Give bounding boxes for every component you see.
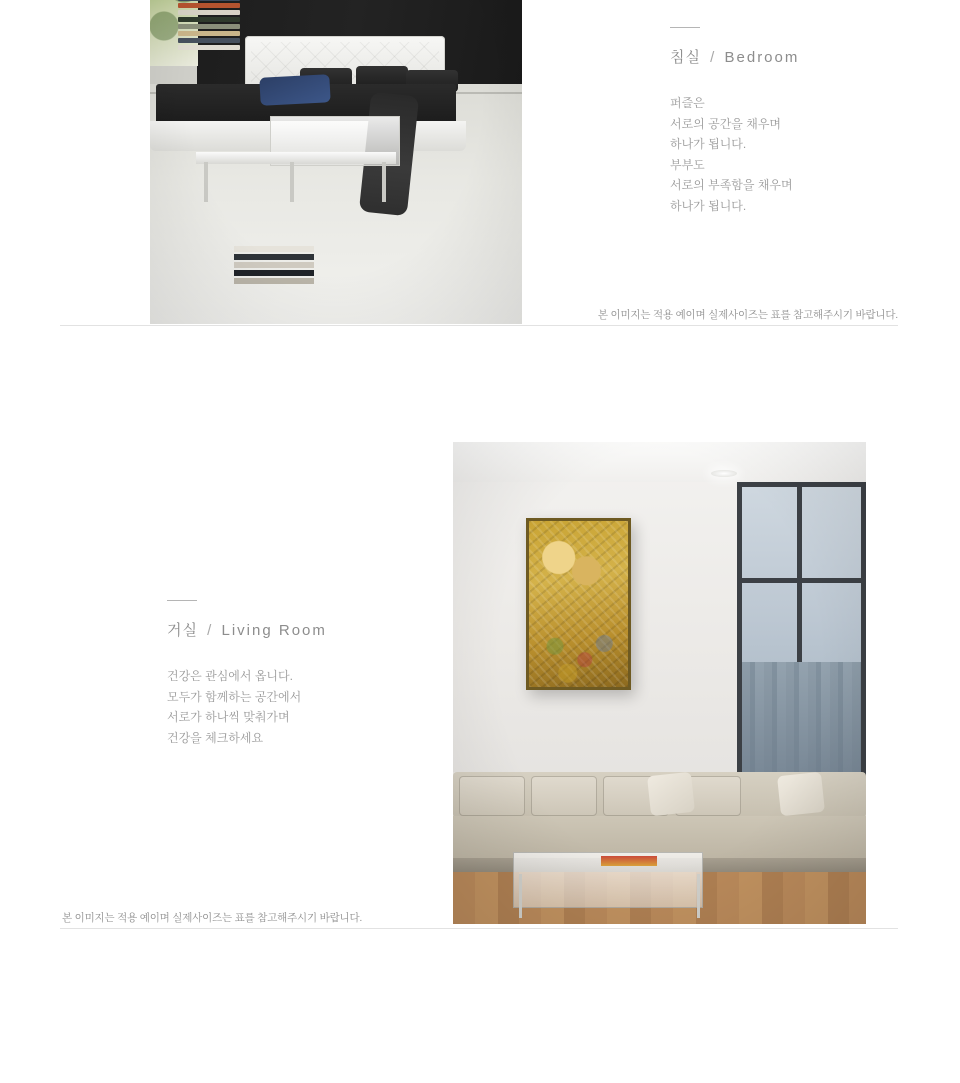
living-room-divider	[60, 928, 898, 929]
bedroom-floor-books	[234, 246, 314, 286]
living-room-ceiling	[453, 442, 866, 482]
bedroom-image	[150, 0, 522, 324]
bedroom-copy	[670, 93, 799, 216]
living-room-note: 본 이미지는 적용 예이며 실제사이즈는 표를 참고해주시기 바랍니다.	[62, 912, 363, 924]
bedroom-copy-line: 서로의 공간을 채우며	[670, 116, 781, 131]
living-room-image	[453, 442, 866, 924]
living-room-window	[737, 482, 866, 787]
bedroom-title	[670, 46, 799, 67]
living-room-copy	[167, 666, 327, 748]
bedroom-note: 본 이미지는 적용 예이며 실제사이즈는 표를 참고해주시기 바랍니다.	[597, 309, 898, 321]
bedroom-book-stack	[178, 0, 240, 56]
bedroom-copy-line: 부부도	[670, 157, 705, 172]
sofa-throw-pillow	[647, 772, 695, 816]
bedroom-copy-line: 서로의 부족함을 채우며	[670, 178, 793, 192]
bedroom-bench-surface	[196, 152, 396, 164]
living-room-ceiling-light	[711, 470, 737, 477]
living-room-city-view	[742, 662, 861, 782]
living-room-title-slash: /	[207, 622, 213, 639]
bedroom-bench-leg	[382, 162, 386, 202]
living-room-title-ko: 거실	[167, 622, 198, 639]
sofa-throw-pillow	[777, 772, 825, 816]
sofa-cushion	[531, 776, 597, 816]
living-room-copy-line: 서로가 하나씩 맞춰가며	[167, 710, 290, 724]
bedroom-copy-line: 하나가 됩니다.	[670, 198, 747, 213]
bedroom-title-ko: 침실	[670, 49, 701, 66]
living-room-text-block	[167, 600, 327, 748]
window-mullion-horizontal	[737, 578, 866, 583]
sofa-cushion	[459, 776, 525, 816]
bedroom-text-block	[670, 27, 799, 216]
bedroom-blue-blanket	[259, 74, 330, 106]
living-room-title-rule	[167, 600, 197, 601]
living-room-title	[167, 619, 327, 640]
table-leg	[697, 874, 700, 918]
living-room-copy-line: 건강은 관심에서 옵니다.	[167, 669, 293, 683]
living-room-copy-line: 건강을 체크하세요	[167, 730, 264, 745]
table-books	[601, 856, 657, 866]
living-room-title-en: Living Room	[221, 622, 327, 639]
bedroom-bench-leg	[204, 162, 208, 202]
bedroom-divider	[60, 325, 898, 326]
section-living-room	[0, 442, 960, 932]
table-leg	[519, 874, 522, 918]
bedroom-copy-line: 하나가 됩니다.	[670, 137, 747, 151]
bedroom-copy-line: 퍼즐은	[670, 96, 705, 110]
bedroom-title-rule	[670, 27, 700, 28]
living-room-wall-artwork	[526, 518, 631, 690]
section-bedroom	[0, 0, 960, 330]
bedroom-bench-leg	[290, 162, 294, 202]
living-room-copy-line: 모두가 함께하는 공간에서	[167, 689, 302, 704]
bedroom-title-slash: /	[710, 49, 716, 66]
bedroom-title-en: Bedroom	[724, 49, 800, 66]
